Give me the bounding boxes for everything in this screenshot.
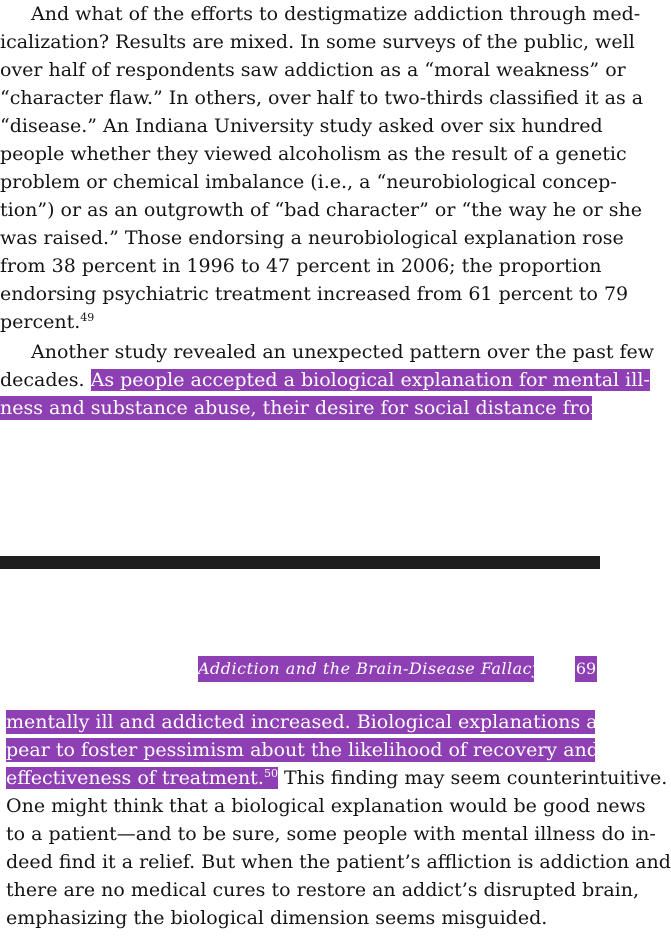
text-line [0,310,592,334]
footnote-marker[interactable]: 49 [80,311,95,324]
highlighted-text[interactable]: pear to foster pessimism about the likelihood of recovery and the [6,739,637,761]
text-line: icalization? Results are mixed. In some surveys of the public, well [0,31,635,53]
text-line: “character flaw.” In others, over half to two-thirds classified it as a [0,87,644,109]
text-line: “disease.” An Indiana University study asked over six hundred [0,115,603,137]
text-line: deed find it a relief. But when the patient’s affliction is addiction and [6,851,671,873]
running-head[interactable]: Addiction and the Brain-Disease Fallacy [198,656,534,682]
text-fragment: effectiveness of treatment. [6,767,264,789]
text-fragment: percent. [0,311,81,333]
highlighted-text[interactable] [6,767,278,789]
text-line [0,368,650,392]
footnote-marker[interactable]: 50 [263,767,278,780]
text-line: tion”) or as an outgrowth of “bad character” or “the way he or she [0,199,643,221]
highlighted-text[interactable]: ness and substance abuse, their desire for social distance from the [0,397,646,419]
text-line: And what of the efforts to destigmatize addiction through med- [31,3,641,25]
text-line: people whether they viewed alcoholism as the result of a genetic [0,143,627,165]
text-line: over half of respondents saw addiction as a “moral weakness” or [0,59,626,81]
highlighted-text[interactable]: mentally ill and addicted increased. Biological explanations also ap- [6,711,661,733]
page-number[interactable]: 69 [575,656,597,682]
text-line: problem or chemical imbalance (i.e., a “neurobiological concep- [0,171,617,193]
text-line: One might think that a biological explanation would be good news [6,795,646,817]
text-fragment: This finding may seem counterintuitive. [277,767,668,789]
text-line: Another study revealed an unexpected pattern over the past few [31,341,655,363]
text-line: to a patient—and to be sure, some people with mental illness do in- [6,823,656,845]
page-separator [0,556,600,569]
text-fragment: decades. [0,369,91,391]
text-line [6,766,668,790]
text-line: was raised.” Those endorsing a neurobiological explanation rose [0,227,624,249]
highlighted-text[interactable]: As people accepted a biological explanation for mental ill- [90,369,650,391]
bottom-page [0,569,671,941]
text-line: from 38 percent in 1996 to 47 percent in 2006; the proportion [0,255,602,277]
text-line: there are no medical cures to restore an addict’s disrupted brain, [6,879,640,901]
text-line: emphasizing the biological dimension seems misguided. [6,907,548,929]
text-line: endorsing psychiatric treatment increased from 61 percent to 79 [0,283,629,305]
